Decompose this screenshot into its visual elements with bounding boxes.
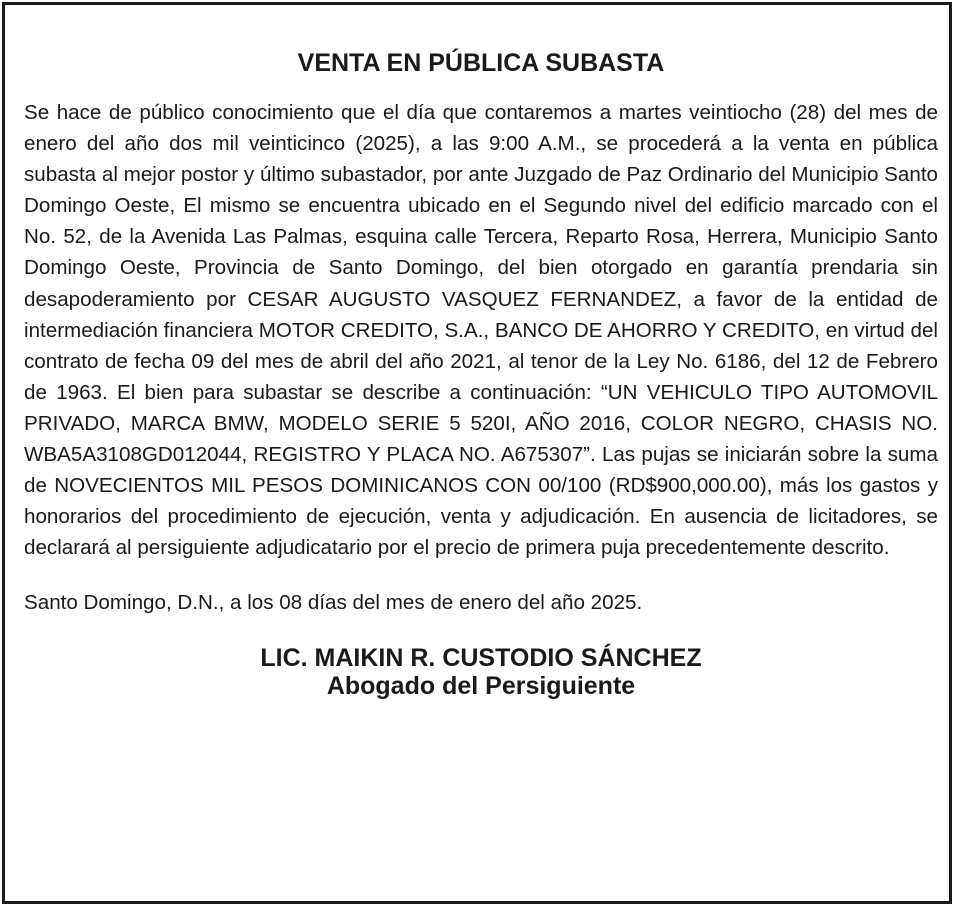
notice-frame <box>2 2 952 904</box>
signature-block <box>24 644 938 700</box>
signature-role: Abogado del Persiguiente <box>326 672 636 701</box>
notice-title: VENTA EN PÚBLICA SUBASTA <box>297 49 665 77</box>
notice-closing-date: Santo Domingo, D.N., a los 08 días del mes de enero del año 2025. <box>24 591 643 615</box>
notice-content <box>24 47 938 700</box>
notice-body: Se hace de público conocimiento que el día que contaremos a martes veintiocho (28) del mes de enero del año dos mil veinticinco (2025), a las 9:00 A.M., se procederá a la venta en pública subasta al mejor postor y último subastador, por ante Juzgado de Paz Ordinario del Municipio Santo Domingo Oeste, El mismo se encuentra ubicado en el Segundo nivel del edificio marcado con el No. 52, de la Avenida Las Palmas, esquina calle Tercera, Reparto Rosa, Herrera, Municipio Santo Domingo Oeste, Provincia de Santo Domingo, del bien otorgado en garantía prendaria sin desapoderamiento por CESAR AUGUSTO VASQUEZ FERNANDEZ, a favor de la entidad de intermediación financiera MOTOR CREDITO, S.A., BANCO DE AHORRO Y CREDITO, en virtud del contrato de fecha 09 del mes de abril del año 2021, al tenor de la Ley No. 6186, del 12 de Febrero de 1963. El bien para subastar se describe a continuación: “UN VEHICULO TIPO AUTOMOVIL PRIVADO, MARCA BMW, MODELO SERIE 5 520I, AÑO 2016, COLOR NEGRO, CHASIS NO. WBA5A3108GD012044, REGISTRO Y PLACA NO. A675307”. Las pujas se iniciarán sobre la suma de NOVECIENTOS MIL PESOS DOMINICANOS CON 00/100 (RD$900,000.00), más los gastos y honorarios del procedimiento de ejecución, venta y adjudicación. En ausencia de licitadores, se declarará al persiguiente adjudicatario por el precio de primera puja precedentemente descrito. <box>24 101 938 560</box>
signature-name: LIC. MAIKIN R. CUSTODIO SÁNCHEZ <box>260 644 702 673</box>
